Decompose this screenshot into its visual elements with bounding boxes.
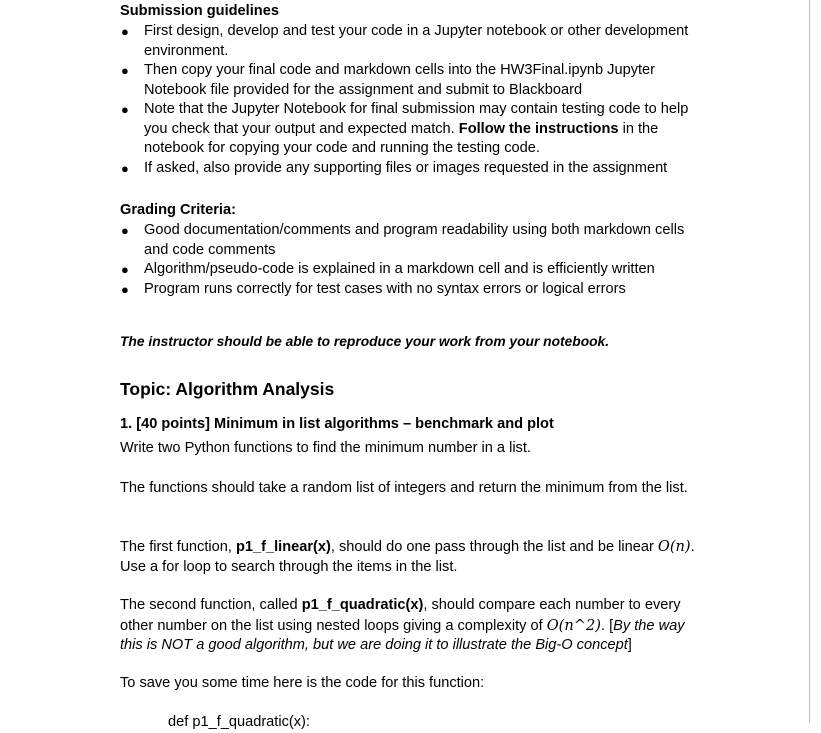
list-item-text: in the notebook for copying your code and running the testing code.	[144, 120, 659, 156]
submission-guidelines-heading: Submission guidelines	[120, 3, 279, 19]
question-1-title: 1. [40 points] Minimum in list algorithms – benchmark and plot	[120, 415, 554, 432]
list-item-text: Then copy your final code and markdown cells into the HW3Final.ipynb Jupyter Notebook file provided for the assignment and submit to Blackboard	[144, 62, 656, 98]
grading-criteria-list	[120, 221, 700, 299]
question-1-paragraph: The functions should take a random list of integers and return the minimum from the list.	[120, 480, 688, 496]
bullet-icon: ●	[121, 160, 129, 176]
list-item-text: Program runs correctly for test cases with no syntax errors or logical errors	[144, 280, 626, 297]
question-1-paragraph	[120, 537, 700, 577]
bullet-icon: ●	[121, 262, 129, 277]
grading-criteria-heading: Grading Criteria:	[120, 202, 236, 218]
list-item-text: First design, develop and test your code in a Jupyter notebook or other development environment.	[144, 23, 689, 59]
list-item-text: Algorithm/pseudo-code is explained in a markdown cell and is efficiently written	[144, 261, 655, 277]
function-name: p1_f_quadratic(x)	[301, 597, 424, 613]
bullet-icon: ●	[121, 24, 129, 39]
bullet-icon: ●	[121, 281, 129, 297]
list-item-text: Note that the Jupyter Notebook for final submission may contain testing code to help you check that your output and expected match.	[144, 101, 689, 137]
list-item	[120, 221, 700, 260]
submission-guidelines-list	[120, 22, 700, 178]
paragraph-text: ]	[627, 637, 632, 653]
paragraph-text: , should compare each number to every other number on the list using nested loops giving a complexity of	[120, 597, 681, 634]
paragraph-text: The second function, called	[120, 597, 302, 613]
complexity-math: O(n^2)	[546, 616, 601, 634]
topic-heading: Topic: Algorithm Analysis	[120, 378, 335, 399]
page-edge-divider	[809, 0, 810, 723]
bullet-icon: ●	[121, 63, 129, 78]
bullet-icon: ●	[121, 223, 129, 238]
paragraph-text: . Use a for loop to search through the items in the list.	[120, 539, 695, 575]
list-item	[120, 159, 700, 179]
question-1-paragraph	[120, 596, 700, 656]
bullet-icon: ●	[121, 102, 129, 117]
code-snippet-line: def p1_f_quadratic(x):	[168, 714, 310, 730]
paragraph-text: . [	[600, 617, 614, 634]
list-item	[120, 100, 700, 159]
question-1-paragraph: Write two Python functions to find the minimum number in a list.	[120, 440, 531, 456]
emphasis-text: Follow the instructions	[458, 120, 619, 137]
question-1-paragraph: To save you some time here is the code for this function:	[120, 675, 485, 691]
list-item-text: Good documentation/comments and program readability using both markdown cells and code comments	[144, 222, 685, 258]
list-item-text: If asked, also provide any supporting files or images requested in the assignment	[144, 159, 668, 176]
paragraph-text: The first function,	[120, 539, 236, 555]
complexity-math: O(n)	[657, 538, 691, 555]
list-item	[120, 280, 700, 300]
instructor-note: The instructor should be able to reproduce your work from your notebook.	[120, 333, 610, 349]
paragraph-text: , should do one pass through the list and be linear	[330, 539, 658, 555]
list-item	[120, 22, 700, 61]
list-item	[120, 260, 700, 280]
function-name: p1_f_linear(x)	[236, 539, 331, 555]
italic-note: By the way this is NOT a good algorithm, but we are doing it to illustrate the Big-O concept	[120, 617, 685, 653]
list-item	[120, 61, 700, 100]
